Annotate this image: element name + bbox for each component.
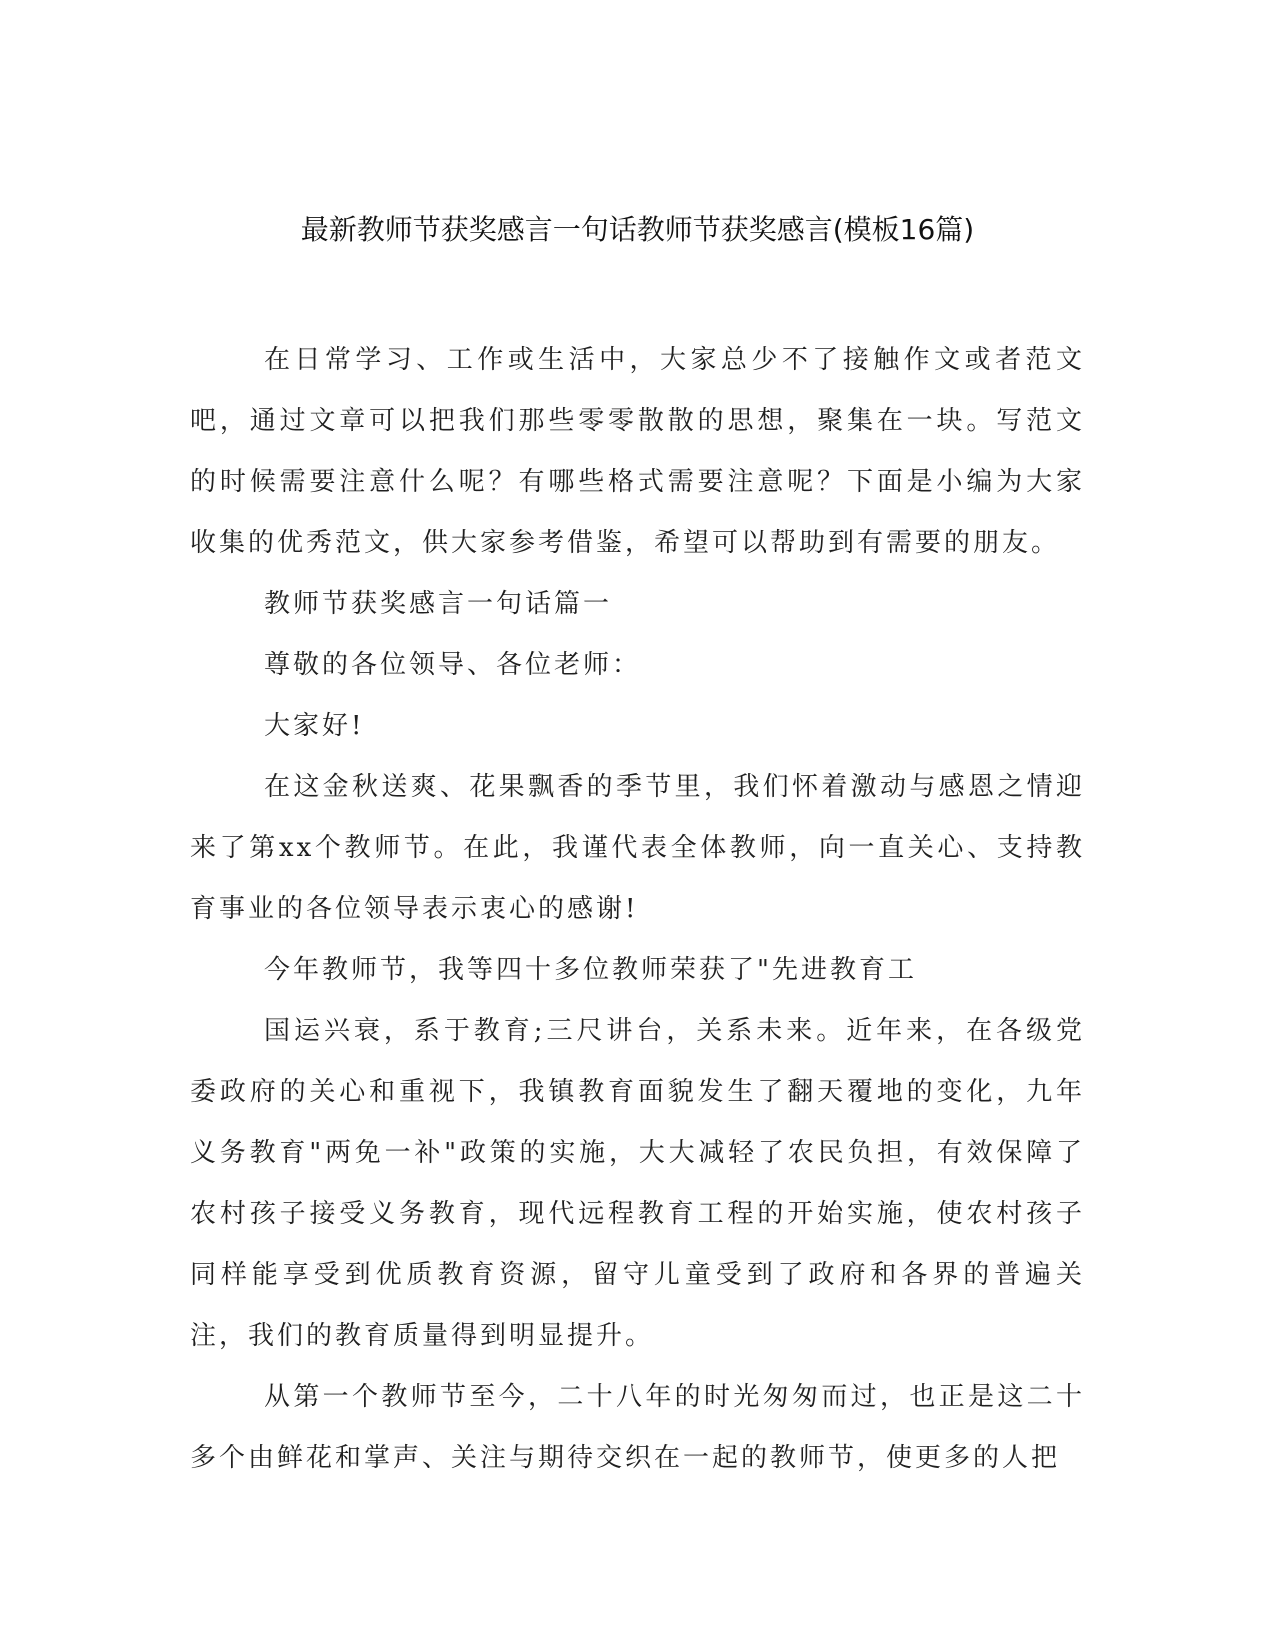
document-title: 最新教师节获奖感言一句话教师节获奖感言(模板16篇) (300, 213, 975, 246)
salutation-paragraph: 尊敬的各位领导、各位老师： (264, 650, 642, 680)
section-heading: 教师节获奖感言一句话篇一 (264, 589, 613, 619)
document-body (190, 330, 1085, 1489)
body-paragraph: 国运兴衰，系于教育;三尺讲台，关系未来。近年来，在各级党委政府的关心和重视下，我镇教育面貌发生了翻天覆地的变化，九年义务教育"两免一补"政策的实施，大大减轻了农民负担，有效保障了农村孩子接受义务教育，现代远程教育工程的开始实施，使农村孩子同样能享受到优质教育资源，留守儿童受到了政府和各界的普遍关注，我们的教育质量得到明显提升。 (190, 1016, 1085, 1351)
greeting-paragraph: 大家好! (264, 711, 365, 741)
body-paragraph: 在这金秋送爽、花果飘香的季节里，我们怀着激动与感恩之情迎来了第xx个教师节。在此，我谨代表全体教师，向一直关心、支持教育事业的各位领导表示衷心的感谢! (190, 772, 1085, 924)
intro-paragraph: 在日常学习、工作或生活中，大家总少不了接触作文或者范文吧，通过文章可以把我们那些零零散散的思想，聚集在一块。写范文的时候需要注意什么呢？有哪些格式需要注意呢？下面是小编为大家收集的优秀范文，供大家参考借鉴，希望可以帮助到有需要的朋友。 (190, 345, 1085, 558)
body-paragraph: 今年教师节，我等四十多位教师荣获了"先进教育工 (264, 955, 917, 985)
body-paragraph: 从第一个教师节至今，二十八年的时光匆匆而过，也正是这二十多个由鲜花和掌声、关注与期待交织在一起的教师节，使更多的人把 (190, 1382, 1085, 1473)
